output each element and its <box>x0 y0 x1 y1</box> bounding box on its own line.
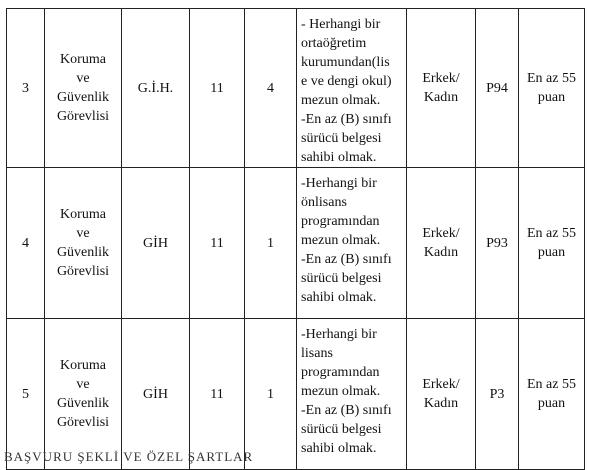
requirements <box>297 9 407 168</box>
table-body <box>7 9 585 470</box>
position-grade: 11 <box>190 319 245 470</box>
position-grade: 11 <box>190 168 245 319</box>
next-section-heading: BAŞVURU ŞEKLİ VE ÖZEL ŞARTLAR <box>4 449 254 464</box>
requirement-line: ortaöğretim <box>301 36 367 51</box>
requirement-line: kurumundan(lis <box>301 55 390 70</box>
min-score: En az 55 puan <box>519 9 585 168</box>
position-count: 1 <box>245 319 297 470</box>
requirements <box>297 319 407 470</box>
position-title: Koruma ve Güvenlik Görevlisi <box>45 319 122 470</box>
requirement-line: -Herhangi bir <box>301 327 377 342</box>
gender: Erkek/ Kadın <box>407 168 476 319</box>
score-type: P93 <box>476 168 519 319</box>
requirements <box>297 168 407 319</box>
min-score: En az 55 puan <box>519 319 585 470</box>
requirement-line: sahibi olmak. <box>301 150 377 165</box>
gender: Erkek/ Kadın <box>407 319 476 470</box>
position-count: 1 <box>245 168 297 319</box>
row-number: 5 <box>7 319 45 470</box>
requirement-line: -En az (B) sınıfı <box>301 252 392 267</box>
row-number: 3 <box>7 9 45 168</box>
requirement-line: programından <box>301 365 380 380</box>
score-type: P94 <box>476 9 519 168</box>
requirement-line: mezun olmak. <box>301 384 381 399</box>
requirement-line: önlisans <box>301 195 347 210</box>
requirement-line: lisans <box>301 346 333 361</box>
min-score: En az 55 puan <box>519 168 585 319</box>
table-row <box>7 319 585 470</box>
requirement-line: programından <box>301 214 380 229</box>
position-title: Koruma ve Güvenlik Görevlisi <box>45 168 122 319</box>
table-row <box>7 168 585 319</box>
gender: Erkek/ Kadın <box>407 9 476 168</box>
requirement-line: sürücü belgesi <box>301 271 382 286</box>
requirement-line: - Herhangi bir <box>301 17 381 32</box>
requirement-line: -Herhangi bir <box>301 176 377 191</box>
requirement-line: sürücü belgesi <box>301 422 382 437</box>
requirement-line: sahibi olmak. <box>301 441 377 456</box>
position-class: GİH <box>122 168 190 319</box>
position-class: GİH <box>122 319 190 470</box>
table-row <box>7 9 585 168</box>
score-type: P3 <box>476 319 519 470</box>
requirement-line: mezun olmak. <box>301 233 381 248</box>
requirement-line: mezun olmak. <box>301 93 381 108</box>
position-grade: 11 <box>190 9 245 168</box>
requirement-line: -En az (B) sınıfı <box>301 403 392 418</box>
requirement-line: sürücü belgesi <box>301 131 382 146</box>
position-class: G.İ.H. <box>122 9 190 168</box>
requirement-line: e ve dengi okul) <box>301 74 392 89</box>
requirement-line: -En az (B) sınıfı <box>301 112 392 127</box>
row-number: 4 <box>7 168 45 319</box>
requirement-line: sahibi olmak. <box>301 290 377 305</box>
position-count: 4 <box>245 9 297 168</box>
position-title: Koruma ve Güvenlik Görevlisi <box>45 9 122 168</box>
position-table <box>6 8 585 470</box>
